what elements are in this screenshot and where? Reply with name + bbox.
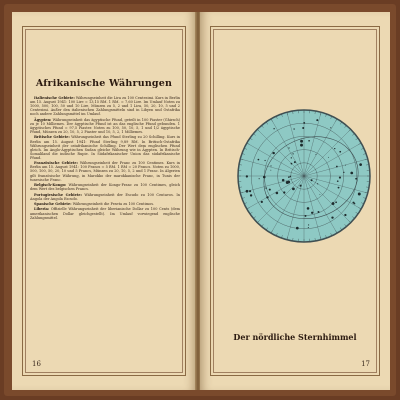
- star: [335, 201, 337, 203]
- paragraph: [30, 118, 180, 134]
- star: [330, 127, 331, 128]
- left-page: [12, 12, 196, 390]
- paragraph-lead: Portugiesische Gebiete:: [34, 192, 82, 197]
- chart-caption: Der nördliche Sternhimmel: [233, 332, 357, 342]
- star: [302, 127, 304, 129]
- star: [282, 179, 285, 182]
- paragraph-text: Währungseinheit der Escudo zu 100 Centavos. In Angola der Angola Escudo.: [30, 192, 180, 201]
- star: [293, 128, 294, 129]
- star: [308, 140, 310, 142]
- star: [345, 165, 346, 166]
- star: [296, 227, 299, 230]
- paragraph-lead: Italienische Gebiete:: [34, 96, 75, 100]
- star: [317, 211, 319, 213]
- star: [332, 202, 335, 205]
- star: [339, 151, 341, 153]
- page-number: 16: [32, 360, 41, 368]
- star: [259, 178, 260, 179]
- star: [273, 128, 274, 129]
- paragraph: [30, 161, 180, 181]
- star: [328, 157, 329, 158]
- star: [263, 176, 266, 179]
- star: [355, 178, 357, 180]
- star: [358, 193, 361, 196]
- paragraph-text: Währungseinheit der Kongo-Franc zu 100 Centimes, gleich dem Wert des belgischen Francs.: [30, 183, 180, 192]
- star: [288, 176, 290, 178]
- star: [265, 160, 266, 161]
- paragraph: [30, 207, 180, 219]
- star: [311, 179, 313, 181]
- star: [294, 161, 296, 163]
- star: [307, 207, 310, 210]
- star: [272, 152, 274, 154]
- star: [266, 196, 268, 198]
- right-page: [200, 12, 390, 390]
- paragraph-lead: Französische Gebiete:: [34, 161, 78, 166]
- star: [316, 119, 318, 121]
- star: [343, 172, 344, 173]
- star: [265, 187, 266, 188]
- star-chart: [234, 106, 374, 246]
- star: [344, 214, 346, 216]
- star: [292, 153, 293, 154]
- star: [269, 189, 271, 191]
- star: [249, 190, 251, 192]
- paragraph-lead: Spanische Gebiete:: [34, 202, 72, 207]
- paragraph-text: Währungseinheit die Lira zu 100 Centesimi. Kurs in Berlin am 15. August 1941: 100 Lire = 13,15 RM. 1 RM. = 7,60 Lire. Im Umlauf Noten zu 1000, 500, 100, 50 und 10 Lire, Münzen zu 5, 2 und 1 Lira, 50, 20, 10, 5 und 2 Centesimi. Außer den italienischen Zahlungsmitteln sind in Libyen und Ostafrika noch andere Zahlungsmittel im Umlauf.: [30, 96, 180, 117]
- star: [290, 176, 291, 177]
- paragraph-text: Währungseinheit die Peseta zu 100 Centimos.: [71, 202, 155, 207]
- star: [308, 224, 309, 225]
- star: [337, 180, 339, 182]
- paragraph-text: Offizielle Währungseinheit der liberianische Dollar zu 100 Cents (dem amerikanischen Dollar gleichgestellt). Im Umlauf vorwiegend englische Zahlungsmittel.: [30, 207, 180, 220]
- star: [246, 190, 249, 193]
- paragraph: [30, 193, 180, 201]
- paragraph-lead: Ägypten:: [34, 117, 52, 122]
- paragraph: [30, 135, 180, 160]
- paragraph: [30, 96, 180, 116]
- star: [317, 183, 318, 184]
- star: [359, 163, 362, 166]
- star: [283, 191, 285, 193]
- star: [287, 181, 290, 184]
- star: [311, 212, 313, 214]
- star: [292, 188, 295, 191]
- page-number: 17: [361, 360, 370, 368]
- star: [261, 201, 263, 203]
- paragraph: [30, 202, 180, 206]
- star: [300, 140, 303, 143]
- paragraph-text: Währungseinheit der Franc zu 100 Centimes. Kurs in Berlin am 15. August 1941: 100 Francs = 5 RM. 1 RM = 20 Francs. Noten zu 1000, 500, 100, 50, 20, 10 und 5 Francs, Münzen zu 20, 10, 5, 2 und 1 Franc. In Algerien gilt französische Währung, in Marokko der marokkanische Franc, in Tunis der tunesische Franc.: [30, 161, 180, 182]
- star: [352, 173, 353, 174]
- star: [316, 154, 317, 155]
- star: [336, 166, 338, 168]
- open-book: [4, 4, 396, 396]
- star: [354, 203, 355, 204]
- star: [305, 215, 307, 217]
- paragraph: [30, 183, 180, 191]
- paragraph-lead: Belgisch-Kongo:: [34, 183, 67, 188]
- paragraph-text: Währungseinheit das Pfund Sterling zu 20 Schilling. Kurs in Berlin am 15. August 1941: Pfund Sterling 9,89 RM. In Britisch-Ostafrika Währungseinheit der ostafrikanische Schilling. Der Wert dem englischen Pfund gleich. Im Anglo-Ägyptischen Sudan gleiche Währung wie in Ägypten. In Britisch-Somaliland die indische Rupie. In Südafrikanischer Union das südafrikanische Pfund.: [30, 135, 180, 160]
- star: [246, 175, 248, 177]
- star: [320, 194, 321, 195]
- star: [334, 148, 335, 149]
- star: [291, 157, 292, 158]
- star: [331, 216, 333, 218]
- star: [303, 122, 305, 124]
- star: [300, 185, 302, 187]
- paragraph-text: Währungseinheit das ägyptische Pfund, geteilt in 100 Piaster (Ghirsch) zu je 10 Milliemes. Der ägyptische Pfund ist an das englische Pfund gebunden. 1 ägyptisches Pfund = 97,5 Piaster. Noten zu 100, 50, 10, 5, 1 und 1/2 ägyptische Pfund, Münzen zu 20, 10, 5, 2 Piaster und 10, 5, 2, 1 Milliemes.: [30, 117, 180, 135]
- star-chart-svg: [234, 106, 374, 246]
- star: [258, 159, 260, 161]
- star: [300, 144, 303, 147]
- paragraph-lead: Liberia:: [34, 207, 50, 212]
- star: [338, 187, 340, 189]
- paragraph-lead: Britische Gebiete:: [34, 135, 70, 140]
- star: [276, 192, 279, 195]
- star: [250, 194, 252, 196]
- star: [270, 165, 271, 166]
- body-text: [30, 96, 180, 221]
- star: [270, 170, 271, 171]
- page-title: Afrikanische Währungen: [35, 78, 173, 89]
- star: [308, 227, 309, 228]
- star: [291, 163, 293, 165]
- star: [288, 147, 289, 148]
- star: [339, 177, 341, 179]
